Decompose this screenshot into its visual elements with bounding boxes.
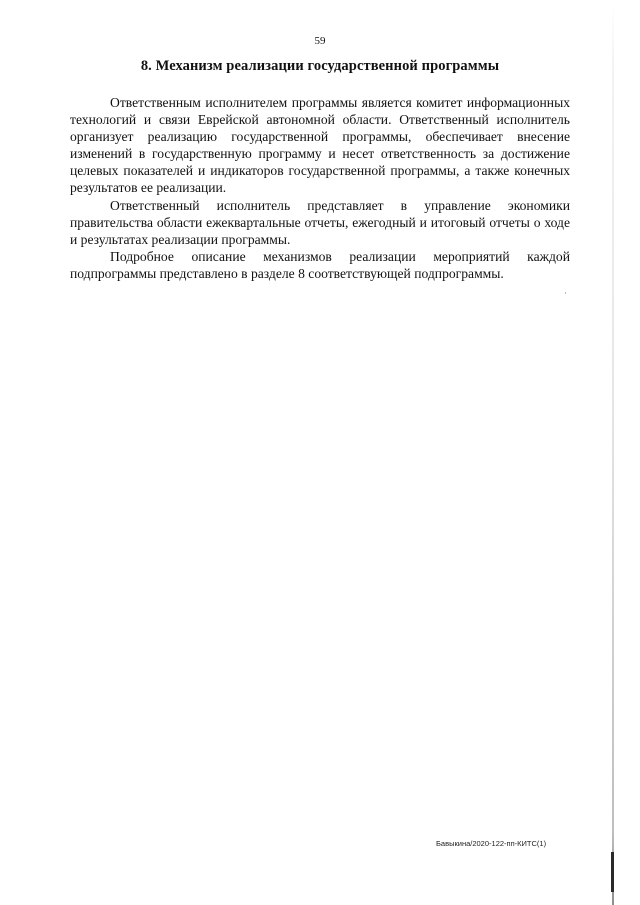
section-body (70, 94, 570, 282)
scan-artifact (565, 292, 566, 294)
page-number: 59 (314, 35, 326, 47)
paragraph-subprogram-details: Подробное описание механизмов реализации мероприятий каждой подпрограммы представлено в разделе 8 соответствующей подпрограммы. (70, 248, 570, 281)
document-reference: Бавыкина/2020-122-пп-КИТС(1) (436, 839, 547, 848)
section-heading: 8. Механизм реализации государственной программы (140, 58, 500, 74)
scan-edge-shadow (612, 0, 614, 905)
paragraph-responsible-executor: Ответственным исполнителем программы является комитет информационных технологий и связи Еврейской автономной области. Ответственный исполнитель организует реализацию государственной программы, обеспечивает внесение изменений в государственную программу и несет ответственность за достижение целевых показателей и индикаторов государственной программы, а также конечных результатов ее реализации. (70, 95, 570, 196)
paragraph-reporting: Ответственный исполнитель представляет в управление экономики правительства области ежеквартальные отчеты, ежегодный и итоговый отчеты о ходе и результатах реализации программы. (70, 197, 570, 247)
scan-edge-mark (611, 852, 614, 892)
